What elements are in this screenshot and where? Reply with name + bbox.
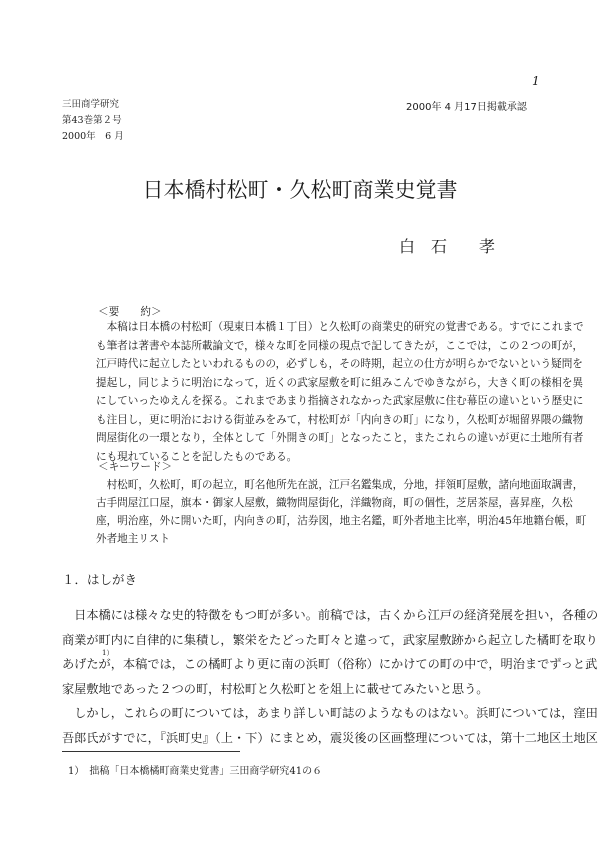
page-number: 1	[532, 74, 540, 88]
keyword-line: 古手問屋江口屋，旗本・御家人屋敷，織物問屋街化，洋織物商，町の個性，芝居茶屋，喜昇座，久松	[96, 497, 573, 509]
keyword-line: 村松町，久松町，町の起立，町名他所先在説，江戸名鑑集成，分地，拝領町屋敷，諸向地面取調書，	[96, 479, 584, 491]
footnote-rule	[62, 751, 240, 752]
summary-line: 本稿は日本橋の村松町（現東日本橋１丁目）と久松町の商業史的研究の覚書である。すでにこれまで	[96, 321, 584, 333]
summary-line: にしていったゆえんを探る。これまであまり指摘されなかった武家屋敷に住む幕臣の違いという歴史に	[96, 395, 584, 407]
body-line: しかし，これらの町については，あまり詳しい町誌のようなものはない。浜町については，窪田	[62, 706, 598, 720]
journal-volume: 第43巻第２号	[62, 115, 122, 126]
summary-line: も注目し，更に明治における街並みをみて，村松町が「内向きの町」になり，久松町が堀留界隈の織物	[96, 413, 584, 426]
body-line: 日本橋には様々な史的特徴をもつ町が多い。前稿では，古くから江戸の経済発展を担い，各種の	[62, 608, 599, 622]
journal-info	[62, 97, 124, 145]
section-heading: １．はしがき	[62, 572, 138, 587]
footnote: 1） 拙稿「日本橋橘町商業史覚書」三田商学研究41の６	[68, 766, 323, 777]
footnote-reference[interactable]: 1）	[102, 649, 114, 657]
summary-line: 提起し，同じように明治になって，近くの武家屋敷を町に組みこんでゆきながら，大きく町の様相を異	[96, 376, 584, 389]
body-line: あげたが，本稿では，この橘町より更に南の浜町（俗称）にかけての町の中で，明治までずっと武	[62, 657, 598, 671]
keyword-line: 外者地主リスト	[96, 533, 170, 545]
keyword-line: 座，明治座，外に開いた町，内向きの町，沽券図，地主名鑑，町外者地主比率，明治45年地籍台帳，町	[96, 515, 587, 527]
keywords-heading: ＜キーワード＞	[98, 461, 173, 473]
paper-title: 日本橋村松町・久松町商業史覚書	[142, 178, 458, 202]
acceptance-date: 2000年 4 月17日掲載承認	[406, 102, 527, 113]
author: 白 石 孝	[399, 237, 496, 256]
body-line: 家屋敷地であった２つの町，村松町と久松町とを俎上に載せてみたいと思う。	[62, 681, 489, 696]
summary-line: 江戸時代に起立したといわれるものの，必ずしも，その時期，起立の仕方が明らかでないという疑問を	[96, 358, 583, 370]
summary-heading: ＜要 約＞	[98, 306, 162, 318]
summary-line: も筆者は著書や本誌所載論文で，様々な町を同様の現点で記してきたが，ここでは，この２つの町が，	[96, 339, 584, 352]
summary-line: にも現れていることを記したものである。	[96, 450, 298, 463]
body-line: 商業が町内に自律的に集積し，繁栄をたどった町々と違って，武家屋敷跡から起立した橘町を取り	[62, 632, 598, 647]
summary-line: 問屋街化の一環となり，全体として「外開きの町」となったこと，またこれらの違いが更に土地所有者	[96, 432, 584, 444]
journal-name: 三田商学研究	[62, 99, 120, 110]
body-line: 吾郎氏がすでに，『浜町史』（上・下）にまとめ，震災後の区画整理については，第十二地区土地区	[62, 730, 598, 745]
journal-date: 2000年 6 月	[62, 131, 124, 142]
